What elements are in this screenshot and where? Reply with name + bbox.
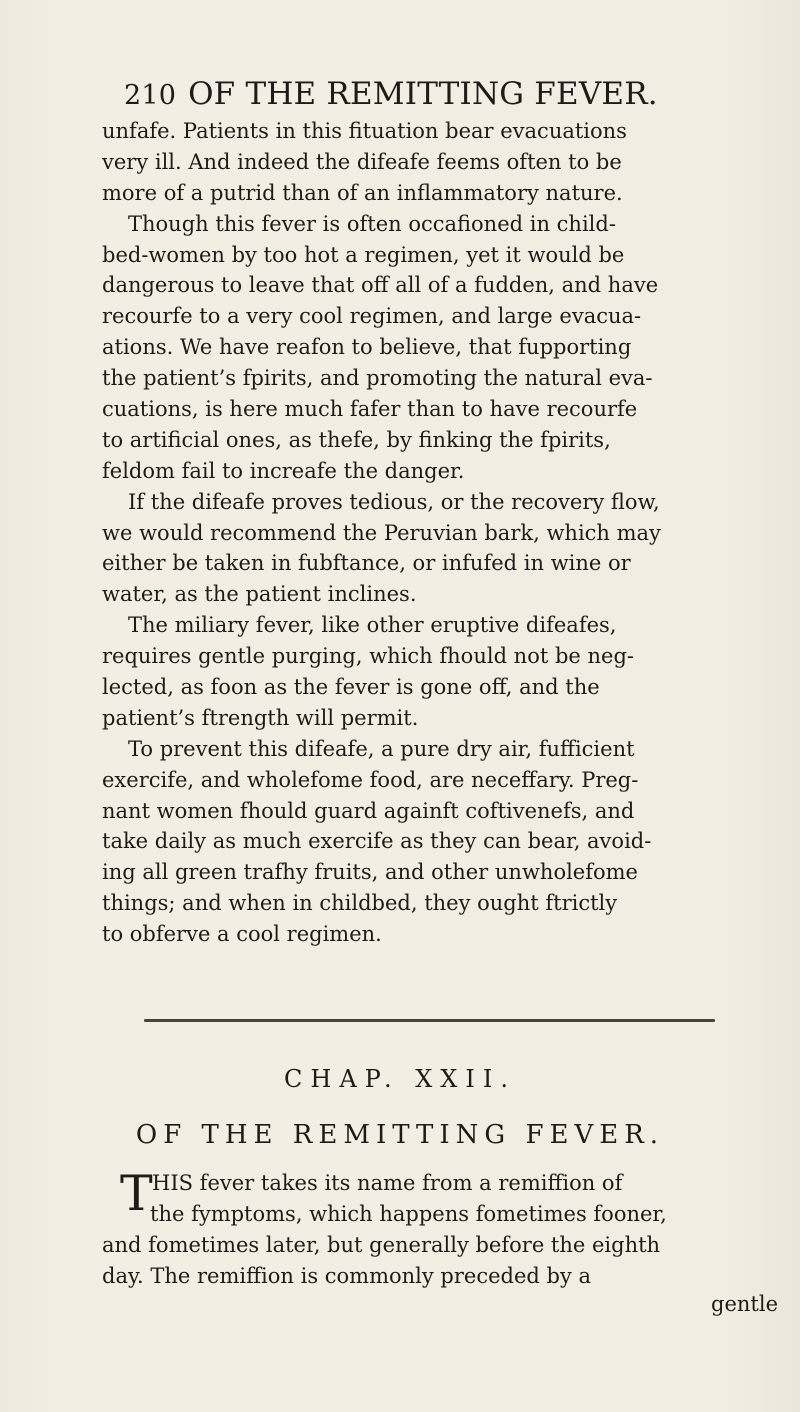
text-line: we would recommend the Peruvian bark, which may: [102, 520, 661, 545]
paragraph-first-line: If the difeafe proves tedious, or the recovery flow,: [128, 489, 660, 514]
text-line: exercife, and wholefome food, are neceffary. Preg-: [102, 767, 639, 792]
text-line: water, as the patient inclines.: [102, 582, 417, 607]
chapter-number: CHAP. XXII.: [284, 1065, 516, 1093]
chapter-title: OF THE REMITTING FEVER.: [135, 1120, 665, 1150]
text-line: bed-women by too hot a regimen, yet it would be: [102, 242, 625, 267]
text-line: nant women fhould guard againft coftivenefs, and: [102, 798, 635, 823]
paragraph-first-line: To prevent this difeafe, a pure dry air, fufficient: [128, 736, 635, 761]
text-line: dangerous to leave that off all of a fudden, and have: [102, 273, 659, 298]
text-line: requires gentle purging, which fhould not be neg-: [102, 644, 635, 669]
text-line: feldom fail to increafe the danger.: [102, 458, 465, 483]
text-line: very ill. And indeed the difeafe feems often to be: [102, 149, 622, 174]
text-line: the patient’s fpirits, and promoting the natural eva-: [102, 366, 653, 391]
text-line: ations. We have reafon to believe, that fupporting: [102, 335, 632, 360]
body-text: [102, 116, 782, 947]
section-rule: [144, 1019, 715, 1022]
page-number: 210: [124, 80, 177, 111]
text-line: to artificial ones, as thefe, by finking the fpirits,: [102, 427, 611, 452]
paragraph-first-line: Though this fever is often occafioned in child-: [128, 211, 616, 236]
chapter-opening-text: [102, 1165, 782, 1308]
text-line: patient’s ftrength will permit.: [102, 705, 419, 730]
text-line: the fymptoms, which happens fometimes fooner,: [150, 1201, 667, 1226]
drop-cap: T: [120, 1165, 153, 1222]
text-line: unfafe. Patients in this fituation bear evacuations: [102, 119, 627, 143]
text-line: take daily as much exercife as they can bear, avoid-: [102, 829, 652, 854]
catchword: gentle: [711, 1292, 778, 1316]
text-line: lected, as foon as the fever is gone off, and the: [102, 675, 600, 700]
running-title: OF THE REMITTING FEVER.: [188, 76, 658, 112]
paragraph-first-line: The miliary fever, like other eruptive difeafes,: [128, 613, 617, 638]
text-line: ing all green trafhy fruits, and other unwholefome: [102, 860, 638, 885]
text-line: to obferve a cool regimen.: [102, 922, 382, 947]
page-header: [124, 74, 704, 114]
text-line: cuations, is here much fafer than to have recourfe: [102, 397, 638, 422]
text-line: more of a putrid than of an inflammatory nature.: [102, 180, 623, 205]
text-line: things; and when in childbed, they ought ftrictly: [102, 891, 618, 916]
first-line-text: HIS fever takes its name from a remiffion of: [152, 1171, 623, 1195]
text-line: and fometimes later, but generally before the eighth: [102, 1232, 661, 1257]
text-line: recourfe to a very cool regimen, and large evacua-: [102, 304, 642, 329]
text-line: day. The remiffion is commonly preceded by a: [102, 1263, 592, 1288]
text-line: either be taken in fubftance, or infufed in wine or: [102, 551, 631, 576]
